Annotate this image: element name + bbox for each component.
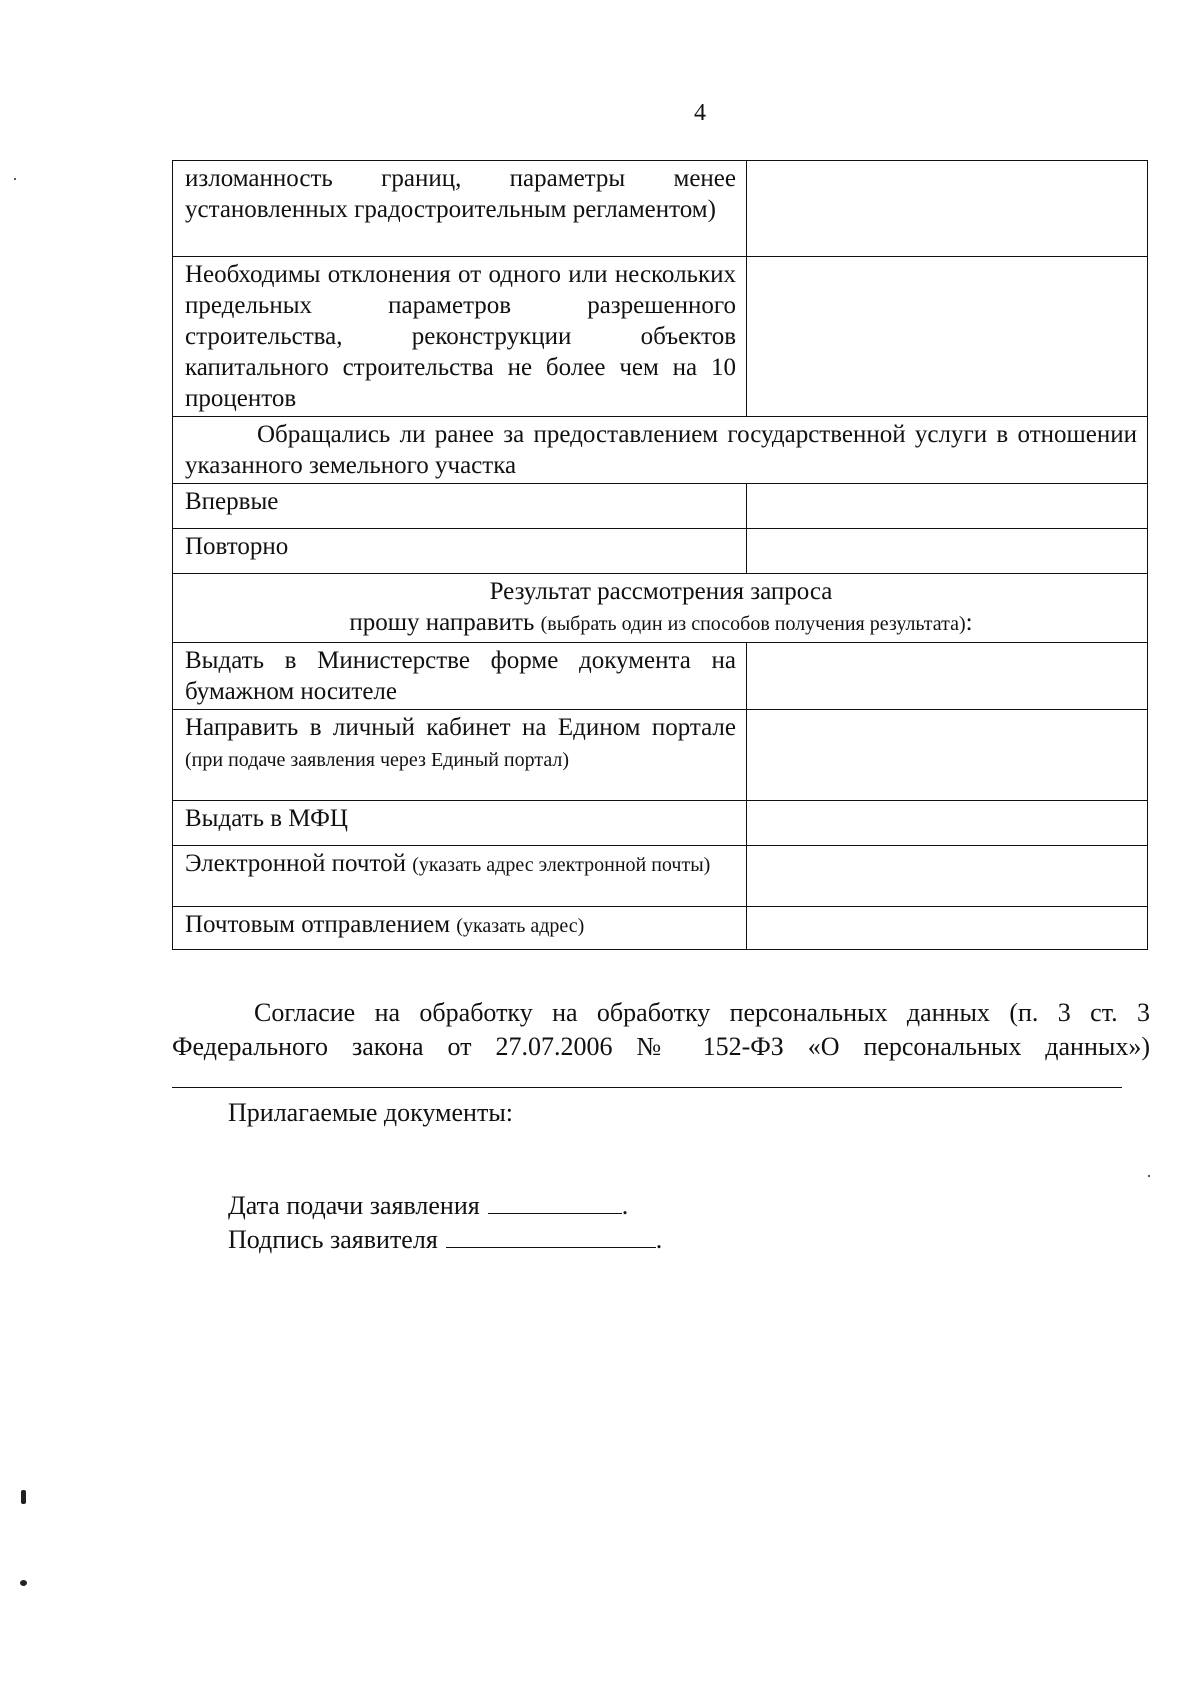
table-row: [173, 161, 1148, 257]
portal-option-note: (при подаче заявления через Единый портал): [185, 749, 570, 771]
portal-option-label: [173, 710, 747, 801]
table-row: [173, 710, 1148, 801]
mfc-option-cell[interactable]: [747, 801, 1148, 846]
submission-date-row: [228, 1191, 628, 1221]
ministry-option-cell[interactable]: [747, 643, 1148, 710]
deviations-cell: Необходимы отклонения от одного или нескольких предельных параметров разрешенного строительства, реконструкции объектов капитального строительства не более чем на 10 процентов: [173, 257, 747, 417]
result-heading-colon: :: [965, 609, 973, 636]
post-option-label: [173, 907, 747, 950]
portal-option-cell[interactable]: [747, 710, 1148, 801]
page-number: 4: [694, 100, 706, 126]
table-row: [173, 907, 1148, 950]
result-heading-note: (выбрать один из способов получения результата): [540, 613, 966, 635]
first-time-label: Впервые: [173, 484, 747, 529]
deviations-answer-cell[interactable]: [747, 257, 1148, 417]
repeated-answer-cell[interactable]: [747, 529, 1148, 574]
submission-date-field[interactable]: [488, 1191, 622, 1214]
email-option-cell[interactable]: [747, 846, 1148, 907]
table-row: [173, 846, 1148, 907]
email-option-label: [173, 846, 747, 907]
scan-speck: [14, 178, 16, 180]
table-row: [173, 643, 1148, 710]
result-heading: [173, 574, 1148, 643]
applicant-signature-label: Подпись заявителя: [228, 1225, 438, 1254]
previous-request-heading: Обращались ли ранее за предоставлением государственной услуги в отношении указанного земельного участка: [173, 417, 1148, 484]
mfc-option-label: Выдать в МФЦ: [173, 801, 747, 846]
table-row: [173, 417, 1148, 484]
ministry-option-label: Выдать в Министерстве форме документа на бумажном носителе: [173, 643, 747, 710]
applicant-signature-row: [228, 1225, 662, 1255]
application-form-table: [172, 160, 1148, 950]
email-option-note: (указать адрес электронной почты): [412, 854, 711, 876]
table-row: [173, 529, 1148, 574]
post-option-note: (указать адрес): [456, 915, 585, 937]
boundaries-cell: изломанность границ, параметры менее установленных градостроительным регламентом): [173, 161, 747, 257]
consent-underline: [172, 1087, 1122, 1088]
consent-paragraph: Согласие на обработку на обработку персональных данных (п. 3 ст. 3 Федерального закона от 27.07.2006 № 152-ФЗ «О персональных данных»): [172, 998, 1150, 1061]
scan-speck: [21, 1490, 26, 1504]
post-option-cell[interactable]: [747, 907, 1148, 950]
result-heading-title: Результат рассмотрения запроса: [489, 578, 833, 605]
scan-speck: [1148, 1175, 1150, 1177]
applicant-signature-field[interactable]: [446, 1225, 656, 1248]
portal-option-main: Направить в личный кабинет на Едином портале: [185, 714, 736, 741]
attached-documents-label: Прилагаемые документы:: [228, 1098, 514, 1127]
first-time-answer-cell[interactable]: [747, 484, 1148, 529]
submission-date-label: Дата подачи заявления: [228, 1191, 480, 1220]
result-heading-subtitle: [185, 607, 1137, 640]
post-option-main: Почтовым отправлением: [185, 911, 451, 938]
submission-date-dot: .: [621, 1191, 629, 1220]
email-option-main: Электронной почтой: [185, 850, 406, 877]
table-row: [173, 801, 1148, 846]
table-row: [173, 574, 1148, 643]
applicant-signature-dot: .: [655, 1225, 663, 1254]
table-row: [173, 484, 1148, 529]
result-heading-prefix: прошу направить: [349, 609, 535, 636]
table-row: [173, 257, 1148, 417]
boundaries-answer-cell[interactable]: [747, 161, 1148, 257]
repeated-label: Повторно: [173, 529, 747, 574]
scan-speck: [20, 1580, 27, 1586]
